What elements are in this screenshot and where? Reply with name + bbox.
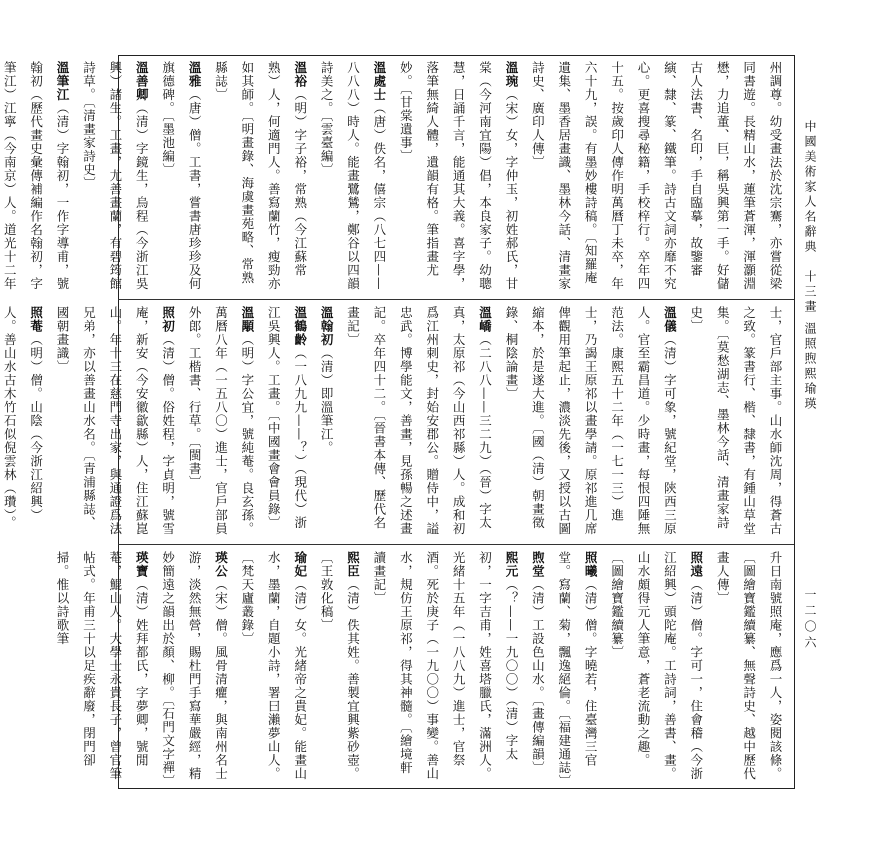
entry-name: 照曦 [583, 551, 599, 578]
tier-bottom [55, 545, 794, 788]
tier-top [2, 55, 794, 299]
entry-name: 熙元 [503, 551, 519, 578]
dictionary-entry [524, 61, 788, 293]
entry-text: 升日南號照庵，應爲一人，姿閱該條。〔圖繪寶鑑續纂、無聲詩史、越中歷代畫人傳〕 [715, 551, 783, 781]
entry-text: （二八八——三二九）（晉）字太真，太原祁（今山西祁縣）人。成和初爲江州刺史，封始安郡公。贈侍中，謚忠武。博學能文，善畫，見孫暢之述畫記。卒年四十二。〔晉書本傳、歷代名畫記〕 [345, 306, 493, 536]
entry-text: （宋）女，字仲玉，初姓郝氏，甘棠（今河南宜陽）倡，本良家子。幼聰慧，日誦千言，能通其大義。喜字學，落筆無綺人體，遺韻有格。筆指畫尤妙。〔甘棠遺事〕 [398, 61, 519, 291]
dictionary-entry [603, 551, 709, 782]
dictionary-entry [49, 551, 155, 782]
entry-text: （清）女。光緒帝之貴妃。能畫山水，墨蘭，自題小詩，署曰瀨夢山人。〔梵天廬叢錄〕 [239, 551, 308, 781]
dictionary-entry [682, 306, 788, 538]
entry-text: （？——一九〇〇）（清）字太初，一字吉甫，姓喜塔臘氏，滿洲人。光緒十五年（一八八九）進士，官祭酒。死於庚子（一九〇〇）事變。善山水，規仿王原祁，得其神髓。〔繪境軒讀畫記〕 [371, 551, 519, 781]
entry-name: 照菴 [28, 306, 44, 333]
dictionary-entry [709, 551, 788, 782]
dictionary-entry [233, 551, 312, 782]
entry-text: （清）字可象，號紀堂，陝西三原人。官至霸昌道。少時畫，每恨四陲無范法。康熙五十二年（一七一三）進士，乃謁王原祁以畫學請。原祁進几席俾觀用筆起止，濃淡先後，又授以古圖縮本，於是遂大進。〔國（清）朝畫徵錄、桐陰論畫〕 [503, 306, 678, 536]
entry-text: （明）僧。山陰（今浙江紹興）人。善山水古木竹石似倪雲林（瓚）。 [2, 306, 44, 530]
entry-name: 溫顒 [239, 306, 255, 333]
entry-text: 士，官戶部主事。山水師沈周，得蒼古之致。篆書行、楷、隸書，有鍾山草堂集。〔莫愁湖志、墨林今話、清畫家詩史〕 [688, 306, 783, 536]
entry-name: 照初 [160, 306, 176, 333]
dictionary-entry [313, 306, 339, 538]
entry-text: 州調尊。幼受畫法於沈宗騫，亦嘗從梁同書遊。長精山水，蓮筆蒼渾，渾灝淵懋，力追董、巨，稱吳興第一手。好儲古人法書、名印，手自臨摹，故鑒審縯、隸、篆、鐵筆。詩古文詞亦靡不究心。更喜搜尋秘籍，手校梓行。卒年四十五。按歲印人傳作明萬曆丁未卒，年六十九，誤。有墨妙樓詩稿。〔知羅庵遺集、墨香居畫識、墨林今話、清畫家詩史、廣印人傳〕 [530, 61, 783, 291]
dictionary-entry [0, 306, 49, 538]
entry-text: （清）僧。字可一，住會稽（今浙江紹興）頭陀庵。工詩詞，善書、畫。山水頗得元人筆意，蒼老流動之趣。〔圖繪寶鑑續纂〕 [609, 551, 704, 781]
entry-text: （清）姓拜都氏，字夢卿，號閒菴，鯤山人。大學士永貴長子，曾官筆帖式。年甫三十以足疾辭廢，閉門卻掃。惟以詩歌筆 [55, 551, 150, 781]
entry-name: 溫翰初 [319, 306, 335, 347]
entry-name: 溫琬 [503, 61, 519, 88]
dictionary-entry [154, 551, 233, 788]
running-header-section: 十三畫 溫照煦熙瑜瑛 [803, 270, 817, 412]
entry-name: 溫雅 [187, 61, 203, 88]
entry-name: 溫善卿 [134, 61, 150, 102]
entry-name: 溫裕 [292, 61, 308, 88]
dictionary-entry [313, 61, 392, 293]
tier-middle [2, 300, 794, 544]
dictionary-entry [550, 551, 603, 788]
dictionary-entry [75, 61, 154, 293]
tier-text [0, 306, 788, 538]
entry-name: 溫處士 [371, 61, 387, 102]
entry-text: （清）工設色山水。〔畫傳編韻〕 [530, 578, 546, 775]
entry-text: （明）字子裕，常熟（今江蘇常熟）人，何適門人。善寫蘭竹，瘦勁亦如其師。〔明畫錄、海虞畫苑略、常熟縣誌〕 [213, 61, 308, 291]
entry-text: （唐）佚名，僖宗（八七四——八八八）時人。能畫鷺鷥，鄭谷以四韻詩美之。〔雲臺編〕 [319, 61, 387, 291]
tier-text [0, 61, 788, 293]
entry-name: 溫嶠 [477, 306, 493, 333]
entry-name: 瑜妃 [292, 551, 308, 578]
entry-name: 熙臣 [345, 551, 361, 578]
dictionary-entry [260, 306, 313, 538]
entry-text: （清）僧。字曉若，住臺灣三官堂。寫蘭、菊，飄逸絕倫。〔福建通誌〕 [556, 551, 599, 788]
dictionary-entry [207, 61, 313, 293]
frame-right-rule [794, 55, 795, 789]
dictionary-entry [181, 306, 260, 538]
dictionary-entry [339, 306, 497, 538]
entry-text: （明）字公宜，號純菴。良玄孫。萬曆八年（一五八〇）進士，官戶部員外郎。工楷書、行草。〔閩書〕 [187, 306, 255, 536]
entry-text: （清）字翰初，一作字導甫，號翰初（歷代畫史彙傳補編作名翰初，字筆江）江寧（今南京）人。道光十二年 [2, 61, 71, 291]
entry-name: 煦堂 [530, 551, 546, 578]
dictionary-entry [392, 61, 524, 293]
dictionary-entry [154, 61, 207, 293]
entry-text: （宋）僧。風骨清癯，與南州名士游，淡然無營，賜杜門手寫華嚴經，精妙簡遠之韻出於顏、柳。〔石門文字禪〕 [160, 551, 229, 788]
entry-text: （清）字鏡生，烏程（今浙江吳興）諸生。工畫，尤善畫蘭，有碧筠館詩草。〔清畫家詩史〕 [81, 61, 150, 291]
entry-text: （清）即溫筆江。 [319, 346, 335, 455]
entry-text: （清）僧。俗姓程，字貞明，號雪庵，新安（今安徽歙縣）人，住江蘇崑山。年十三在慈門寺出家，與通證爲法兄弟，亦以善畫山水名。〔青浦縣誌、國朝畫識〕 [55, 306, 176, 536]
dictionary-entry [0, 61, 75, 293]
entry-text: （唐）僧。工書，嘗書唐珍珍及何旗德碑。〔墨池編〕 [160, 61, 203, 291]
frame-bottom-rule [118, 788, 794, 789]
entry-name: 溫鶴齡 [292, 306, 308, 347]
entry-name: 溫儀 [662, 306, 678, 333]
dictionary-entry [498, 306, 683, 538]
entry-name: 溫筆江 [55, 61, 71, 102]
dictionary-entry [524, 551, 550, 782]
dictionary-entry [49, 306, 181, 538]
entry-text: （一八九九——？）（現代）浙江吳興人。工畫。〔中國畫會會員錄〕 [266, 306, 308, 530]
dictionary-entry [366, 551, 524, 782]
page-number: 一二〇六 [803, 588, 817, 652]
dictionary-entry [313, 551, 366, 782]
tier-text [49, 551, 788, 788]
entry-text: （清）佚其姓。善製宜興紫砂壺。〔王敦化稿〕 [319, 551, 361, 781]
entry-name: 瑛公 [213, 551, 229, 578]
entry-name: 照遠 [688, 551, 704, 578]
running-header-title: 中國美術家人名辭典 [803, 120, 817, 255]
entry-name: 瑛寶 [134, 551, 150, 578]
